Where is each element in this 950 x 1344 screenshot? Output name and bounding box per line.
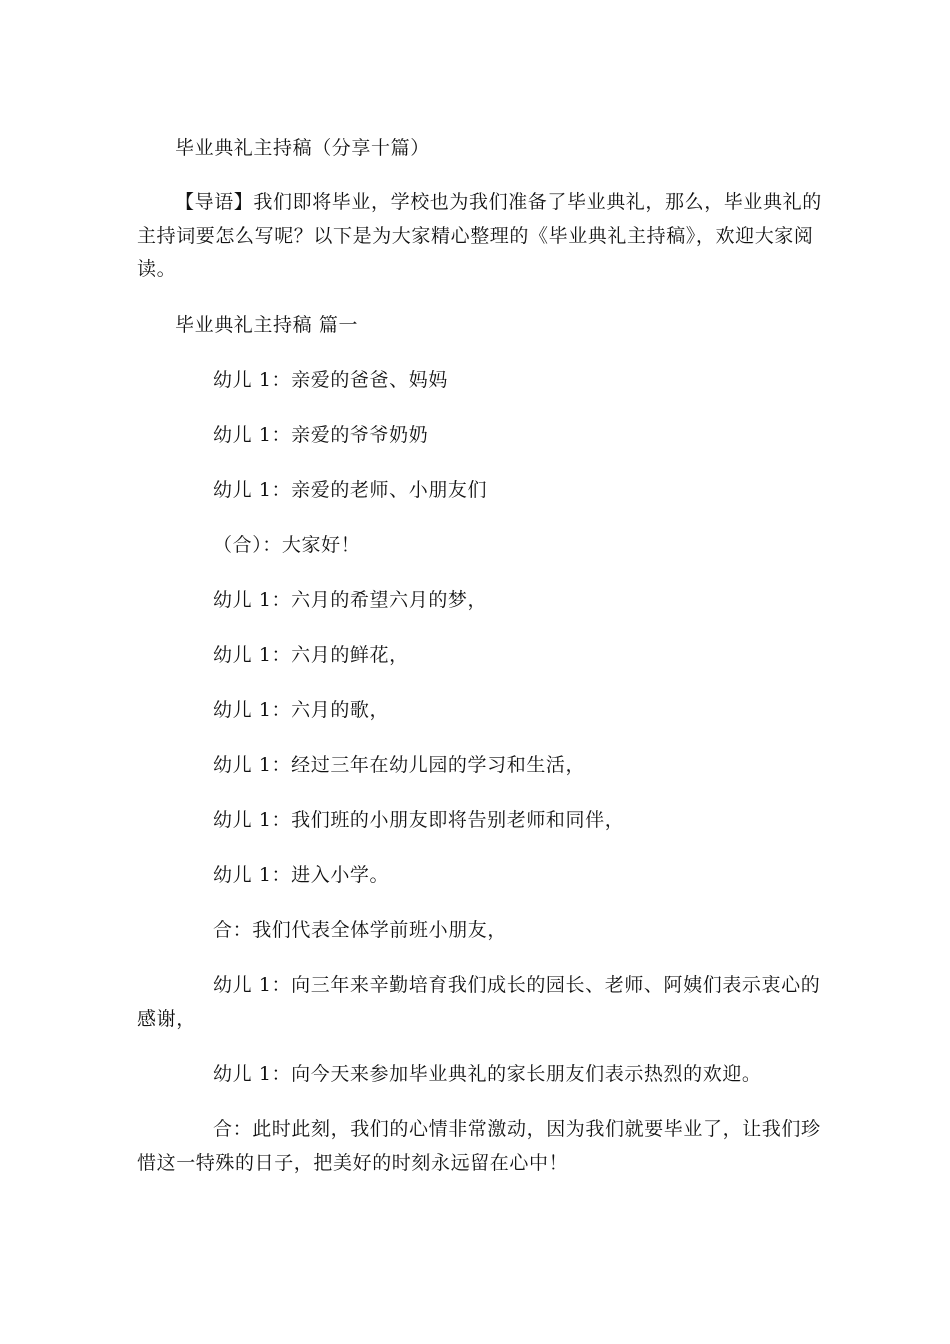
paragraph-line: 幼儿 1：六月的歌， <box>213 699 390 721</box>
paragraph-line: 幼儿 1：向三年来辛勤培育我们成长的园长、老师、阿姨们表示衷心的 <box>213 974 821 996</box>
intro-line-1: 【导语】我们即将毕业，学校也为我们准备了毕业典礼，那么，毕业典礼的 <box>175 191 822 213</box>
paragraph-line: 幼儿 1：向今天来参加毕业典礼的家长朋友们表示热烈的欢迎。 <box>213 1063 762 1085</box>
paragraph-line-continued: 感谢， <box>137 1008 196 1030</box>
paragraph-line: 幼儿 1：六月的希望六月的梦， <box>213 589 488 611</box>
paragraph-line: 幼儿 1：六月的鲜花， <box>213 644 409 666</box>
intro-line-3: 读。 <box>137 258 177 280</box>
paragraph-line: 幼儿 1：经过三年在幼儿园的学习和生活， <box>213 754 586 776</box>
paragraph-line: 幼儿 1：我们班的小朋友即将告别老师和同伴， <box>213 809 625 831</box>
section-heading: 毕业典礼主持稿 篇一 <box>175 314 359 336</box>
intro-line-2: 主持词要怎么写呢？以下是为大家精心整理的《毕业典礼主持稿》，欢迎大家阅 <box>137 225 814 247</box>
document-title: 毕业典礼主持稿（分享十篇） <box>175 137 430 159</box>
paragraph-line: 幼儿 1：亲爱的老师、小朋友们 <box>213 479 488 501</box>
paragraph-line: （合）：大家好！ <box>213 534 361 556</box>
paragraph-line: 幼儿 1：进入小学。 <box>213 864 390 886</box>
paragraph-line: 合：我们代表全体学前班小朋友， <box>213 919 508 941</box>
paragraph-line: 幼儿 1：亲爱的爸爸、妈妈 <box>213 369 448 391</box>
paragraph-line: 合：此时此刻，我们的心情非常激动，因为我们就要毕业了，让我们珍 <box>213 1118 821 1140</box>
paragraph-line-continued: 惜这一特殊的日子，把美好的时刻永远留在心中！ <box>137 1152 569 1174</box>
paragraph-line: 幼儿 1：亲爱的爷爷奶奶 <box>213 424 429 446</box>
